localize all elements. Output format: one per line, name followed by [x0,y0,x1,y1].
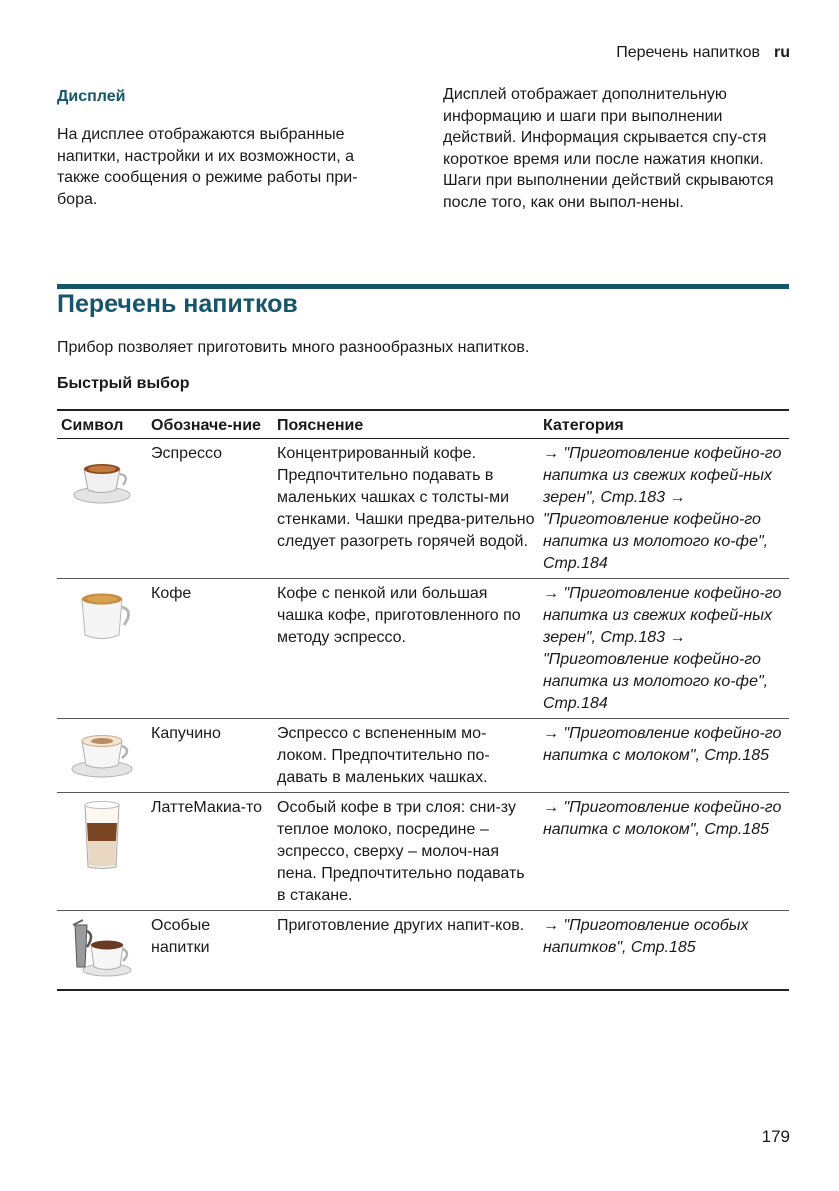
espresso-cup-icon [70,445,134,507]
beverage-description: Кофе с пенкой или большая чашка кофе, приготовленного по методу эспрессо. [273,579,539,719]
beverage-category-link[interactable]: → "Приготовление кофейно-го напитка с молоком", Стр.185 [539,793,789,911]
beverage-category-link[interactable]: → "Приготовление особых напитков", Стр.185 [543,917,749,956]
beverage-category-link[interactable]: → "Приготовление кофейно-го напитка с молоком", Стр.185 [539,719,789,793]
table-row [57,719,789,793]
beverage-name: Особые напитки [151,917,211,956]
language-code: ru [774,44,790,61]
beverage-category-link[interactable]: → "Приготовление кофейно-го напитка из свежих кофей-ных зерен", Стр.183 → "Приготовление кофейно-го напитка из молотого ко-фе", Стр.184 [539,579,789,719]
beverage-table [57,409,789,991]
beverage-description: Приготовление других напит-ков. [277,917,525,934]
display-right-text: Дисплей отображает дополнительную информацию и шаги при выполнении действий. Информация скрывается спу-стя короткое время или после нажатия кнопки. Шаги при выполнении действий скрываются после того, как они выпол-нены. [443,86,774,211]
table-row [57,579,789,719]
section-rule [57,284,789,289]
beverage-name: ЛаттеМакиа-то [147,793,273,911]
beverage-name: Кофе [147,579,273,719]
table-row [57,911,789,991]
header-symbol: Символ [57,410,147,439]
display-heading: Дисплей [57,88,126,105]
beverage-description: Концентрированный кофе. Предпочтительно подавать в маленьких чашках с толсты-ми стенками. Чашки предва-рительно следует разогреть горячей водой. [273,439,539,579]
table-title: Быстрый выбор [57,375,190,392]
header-name: Обозначе-ние [147,410,273,439]
beverage-name: Капучино [147,719,273,793]
beverage-name: Эспрессо [147,439,273,579]
display-left-text: На дисплее отображаются выбранные напитки, настройки и их возможности, а также сообщения о режиме работы при-бора. [57,126,358,208]
coffee-mug-icon [70,585,134,647]
running-header [616,44,790,62]
latte-glass-icon [77,799,127,871]
display-right-column [443,84,788,213]
beverage-description: Особый кофе в три слоя: сни-зу теплое молоко, посредине – эспрессо, сверху – молоч-ная пена. Предпочтительно подавать в стакане. [273,793,539,911]
special-drinks-icon [69,917,135,979]
section-title: Перечень напитков [57,290,298,318]
cappuccino-cup-icon [70,725,134,781]
beverage-description: Эспрессо с вспененным мо-локом. Предпочтительно по-давать в маленьких чашках. [273,719,539,793]
section-intro: Прибор позволяет приготовить много разнообразных напитков. [57,339,530,356]
table-row [57,793,789,911]
display-left-column [57,88,397,210]
header-category: Категория [539,410,789,439]
table-row [57,439,789,579]
beverage-category-link[interactable]: → "Приготовление кофейно-го напитка из свежих кофей-ных зерен", Стр.183 → "Приготовление кофейно-го напитка из молотого ко-фе", Стр.184 [539,439,789,579]
page-number: 179 [761,1127,790,1146]
header-explanation: Пояснение [273,410,539,439]
running-header-title: Перечень напитков [616,44,760,61]
table-header-row [57,410,789,439]
